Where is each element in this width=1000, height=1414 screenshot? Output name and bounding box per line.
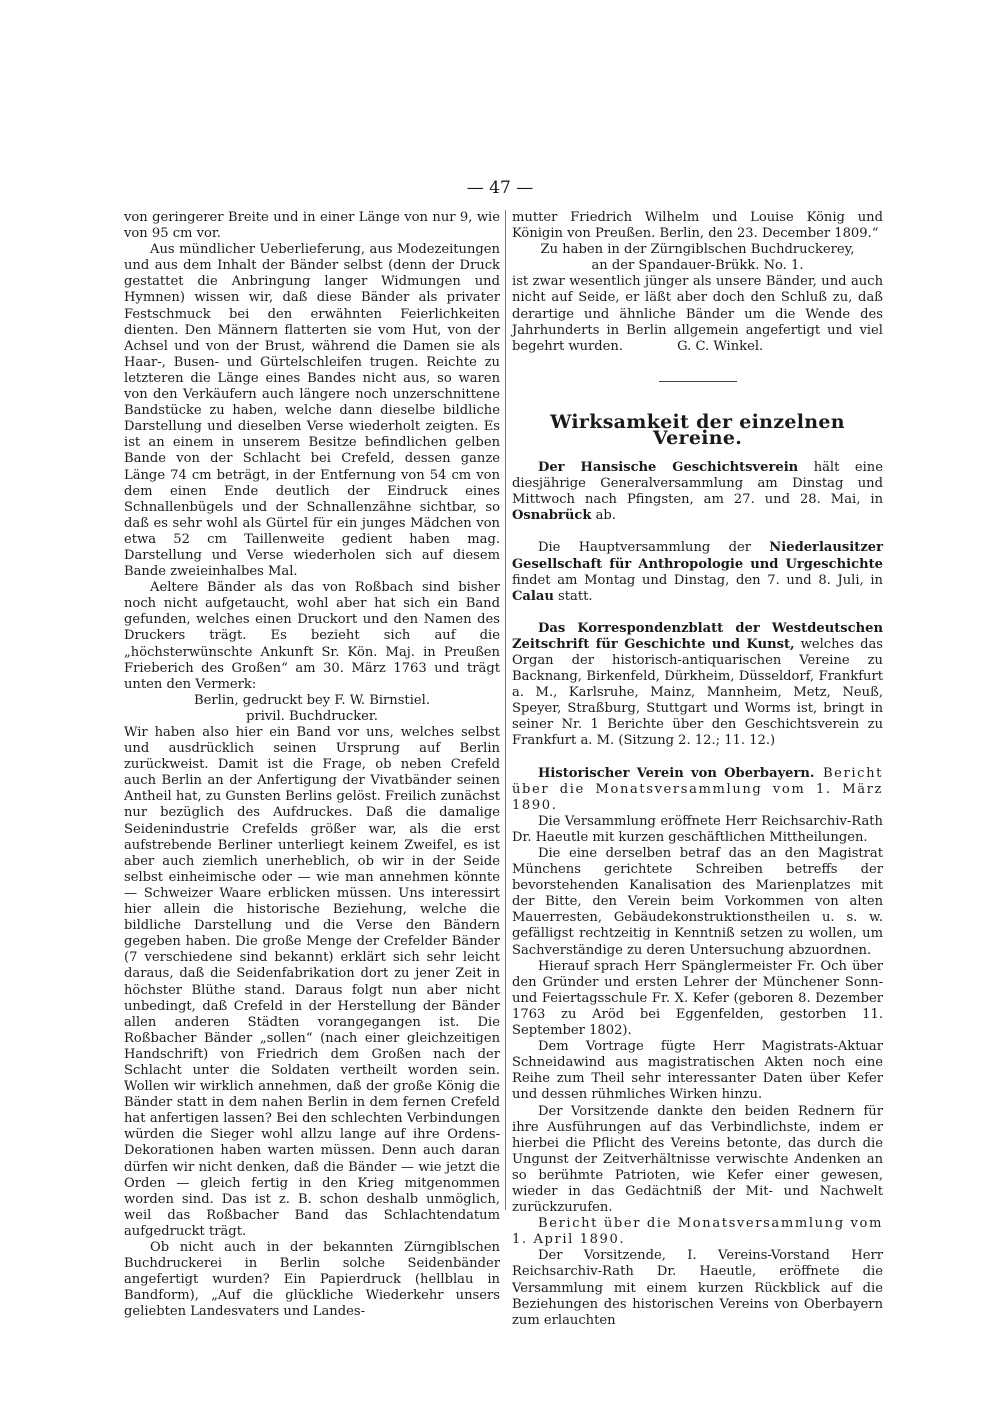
paragraph: von geringerer Breite und in einer Länge von nur 9, wie von 95 cm vor. (124, 210, 500, 242)
paragraph (512, 274, 883, 354)
paragraph: Ob nicht auch in der bekannten Zürngiblschen Buchdruckerei in Berlin solche Seidenbänder angefertigt wurden? Ein Papierdruck (hellblau in Bandform), „Auf die glückliche Wiederkehr unsers geliebten Landesvaters und Landes- (124, 1240, 500, 1320)
place-name: Calau (512, 588, 554, 604)
paragraph: Dem Vortrage fügte Herr Magistrats-Aktuar Schneidawind aus magistratischen Akten noch eine Reihe zum Theil sehr interessanter Daten über Kefer und dessen rühmliches Wirken hinzu. (512, 1039, 883, 1103)
paragraph-text: findet am Montag und Dinstag, den 7. und 8. Juli, in (512, 572, 883, 588)
society-name: Niederlausitzer Gesellschaft für Anthropologie und Urgeschichte (512, 540, 883, 572)
left-column (124, 210, 500, 1320)
right-column (512, 210, 883, 1329)
society-name: Der Hansische Geschichtsverein (538, 460, 799, 476)
paragraph-text: ab. (591, 508, 616, 524)
imprint-line: an der Spandauer-Brükk. No. 1. (591, 258, 804, 274)
paragraph: mutter Friedrich Wilhelm und Louise König und Königin von Preußen. Berlin, den 23. December 1809.“ (512, 210, 883, 242)
paragraph-text: statt. (553, 588, 593, 604)
page-number: — 47 — (466, 178, 534, 198)
society-name: Historischer Verein von Oberbayern. (538, 765, 815, 781)
report-title: Bericht über die Monatsversammlung vom 1. April 1890. (512, 1216, 883, 1248)
paragraph: Aeltere Bänder als das von Roßbach sind bisher noch nicht aufgetaucht, wohl aber hat sich ein Band gefunden, welches einen Druckort und den Namen des Druckers trägt. Es bezieht sich auf die „höchsterwünschte Ankunft Sr. Kön. Maj. in Preußen Frieberich des Großen“ am 30. März 1763 und trägt unten den Vermerk: (124, 580, 500, 692)
paragraph (512, 540, 883, 604)
paragraph (512, 766, 883, 814)
author-signature: G. C. Winkel. (677, 338, 764, 354)
imprint-line: Zu haben in der Zürngiblschen Buchdruckerey, (540, 242, 855, 258)
paragraph-text: hält eine diesjährige Generalversammlung am Dinstag und Mittwoch nach Pfingsten, am 27. und 28. Mai, in (512, 460, 883, 508)
paragraph: Aus mündlicher Ueberlieferung, aus Modezeitungen und aus dem Inhalt der Bänder selbst (denn der Druck gestattet die Anbringung langer Widmungen und Hymnen) wissen wir, daß diese Bänder als privater Festschmuck bei den erwähnten Feierlichkeiten dienten. Den Männern flatterten sie vom Hut, von der Achsel und von der Brust, während die Damen sie als Haar-, Busen- und Gürtelschleifen trugen. Reichte zu letzteren die Länge eines Bandes nicht aus, so waren von den Verkäufern auch längere noch unzerschnittene Bandstücke zu haben, welche dann dieselbe bildliche Darstellung und dieselben Verse wiederholt zeigten. Es ist an einem in unserem Besitze befindlichen gelben Bande von der Schlacht bei Crefeld, dessen ganze Länge 74 cm beträgt, in der Entfernung von 54 cm von dem einen Ende deutlich der Eindruck eines Schnallenbügels und der Schnallenzähne sichtbar, so daß es sehr wohl als Gürtel für ein junges Mädchen von etwa 52 cm Taillenweite gedient haben mag. Darstellung und Verse wiederholen sich auf diesem Bande zweieinhalbes Mal. (124, 242, 500, 580)
paragraph-text: Die Hauptversammlung der (538, 540, 770, 556)
paragraph-text: welches das Organ der historisch-antiquarischen Vereine zu Backnang, Birkenfeld, Dürkheim, Düsseldorf, Frankfurt a. M., Karlsruhe, Mainz, Mannheim, Metz, Neuß, Speyer, Straßburg, Stuttgart und Worms ist, bringt in seiner Nr. 1 Berichte über den Geschichtsverein zu Frankfurt a. M. (Sitzung 2. 12.; 11. 12.) (512, 636, 883, 749)
paragraph: Die Versammlung eröffnete Herr Reichsarchiv-Rath Dr. Haeutle mit kurzen geschäftlichen Mittheilungen. (512, 813, 883, 845)
place-name: Osnabrück (512, 508, 592, 524)
paragraph: Der Vorsitzende, I. Vereins-Vorstand Herr Reichsarchiv-Rath Dr. Haeutle, eröffnete die Versammlung mit einem kurzen Rückblick auf die Beziehungen des historischen Vereins von Oberbayern zum erlauchten (512, 1248, 883, 1328)
paragraph: Die eine derselben betraf das an den Magistrat Münchens gerichtete Schreiben betreffs der bevorstehenden Kanalisation des Marienplatzes mit der Bitte, den Verein beim Vorkommen von alten Mauerresten, Gebäudekonstruktionstheilen u. s. w. gefälligst rechtzeitig in Kenntniß setzen zu wollen, um Sachverständige zu deren Untersuchung abzuordnen. (512, 846, 883, 958)
paragraph: Wir haben also hier ein Band vor uns, welches selbst und ausdrücklich seinen Ursprung auf Berlin zurückweist. Damit ist die Frage, ob neben Crefeld auch Berlin an der Anfertigung der Vivatbänder seinen Antheil hat, zu Gunsten Berlins gelöst. Freilich zunächst nur bezüglich des Aufdruckes. Daß die damalige Seidenindustrie Crefelds größer war, als die erst aufstrebende Berliner unterliegt keinem Zweifel, es ist aber auch ziemlich unerheblich, ob wir in der Seide selbst einheimische oder — wie man annehmen könnte — Schweizer Waare erblicken müssen. Uns interessirt hier allein die historische Beziehung, welche die bildliche Darstellung und die Verse den Bändern gegeben haben. Die große Menge der Crefelder Bänder (7 verschiedene sind bekannt) erklärt sich sehr leicht daraus, daß die Seidenfabrikation dort zu jener Zeit in höchster Blüthe stand. Daraus folgt nun aber nicht unbedingt, daß Crefeld in der Herstellung der Bänder allen anderen Städten vorangegangen ist. Die Roßbacher Bänder „sollen“ (nach einer gleichzeitigen Handschrift) von Friedrich dem Großen nach der Schlacht unter die Soldaten vertheilt worden sein. Wollen wir wirklich annehmen, daß der große König die Bänder statt in dem nahen Berlin in dem fernen Crefeld hat anfertigen lassen? Bei den schlechten Verbindungen würden die Sieger wohl allzu lange auf ihre Ordens-Dekorationen haben warten müssen. Denn auch daran dürfen wir nicht denken, daß die Bänder — wie jetzt die Orden — gleich fertig in den Krieg mitgenommen worden sind. Das ist z. B. schon deshalb unmöglich, weil das Roßbacher Band das Schlachtendatum aufgedruckt trägt. (124, 725, 500, 1239)
section-heading: Wirksamkeit der einzelnen Vereine. (550, 410, 845, 449)
report-title: Bericht über die Monatsversammlung vom 1. März 1890. (512, 765, 883, 813)
imprint-line: Berlin, gedruckt bey F. W. Birnstiel. (194, 692, 430, 708)
paragraph (512, 621, 883, 750)
paragraph-text: ist zwar wesentlich jünger als unsere Bänder, und auch nicht auf Seide, er läßt aber doch den Schluß zu, daß derartige und ähnliche Bänder um die Wende des Jahrhunderts in Berlin allgemein angefertigt und viel begehrt wurden. (512, 274, 883, 354)
paragraph: Hierauf sprach Herr Spänglermeister Fr. Och über den Gründer und ersten Lehrer der Münchener Sonn- und Feiertagsschule Fr. X. Kefer (geboren 8. Dezember 1763 zu Aröd bei Eggenfelden, gestorben 11. September 1802). (512, 958, 883, 1039)
imprint-line: privil. Buchdrucker. (246, 708, 378, 724)
section-separator (659, 381, 737, 382)
journal-name: Das Korrespondenzblatt der Westdeutschen Zeitschrift für Geschichte und Kunst, (512, 620, 883, 652)
paragraph (512, 460, 883, 524)
column-divider (505, 210, 506, 1210)
paragraph: Der Vorsitzende dankte den beiden Rednern für ihre Ausführungen auf das Verbindlichste, indem er hierbei die Pflicht des Vereins betonte, das durch die Ungunst der Zeitverhältnisse verwischte Andenken an so berühmte Patrioten, wie Kefer einer gewesen, wieder in das Gedächtniß der Mit- und Nachwelt zurückzurufen. (512, 1103, 883, 1216)
